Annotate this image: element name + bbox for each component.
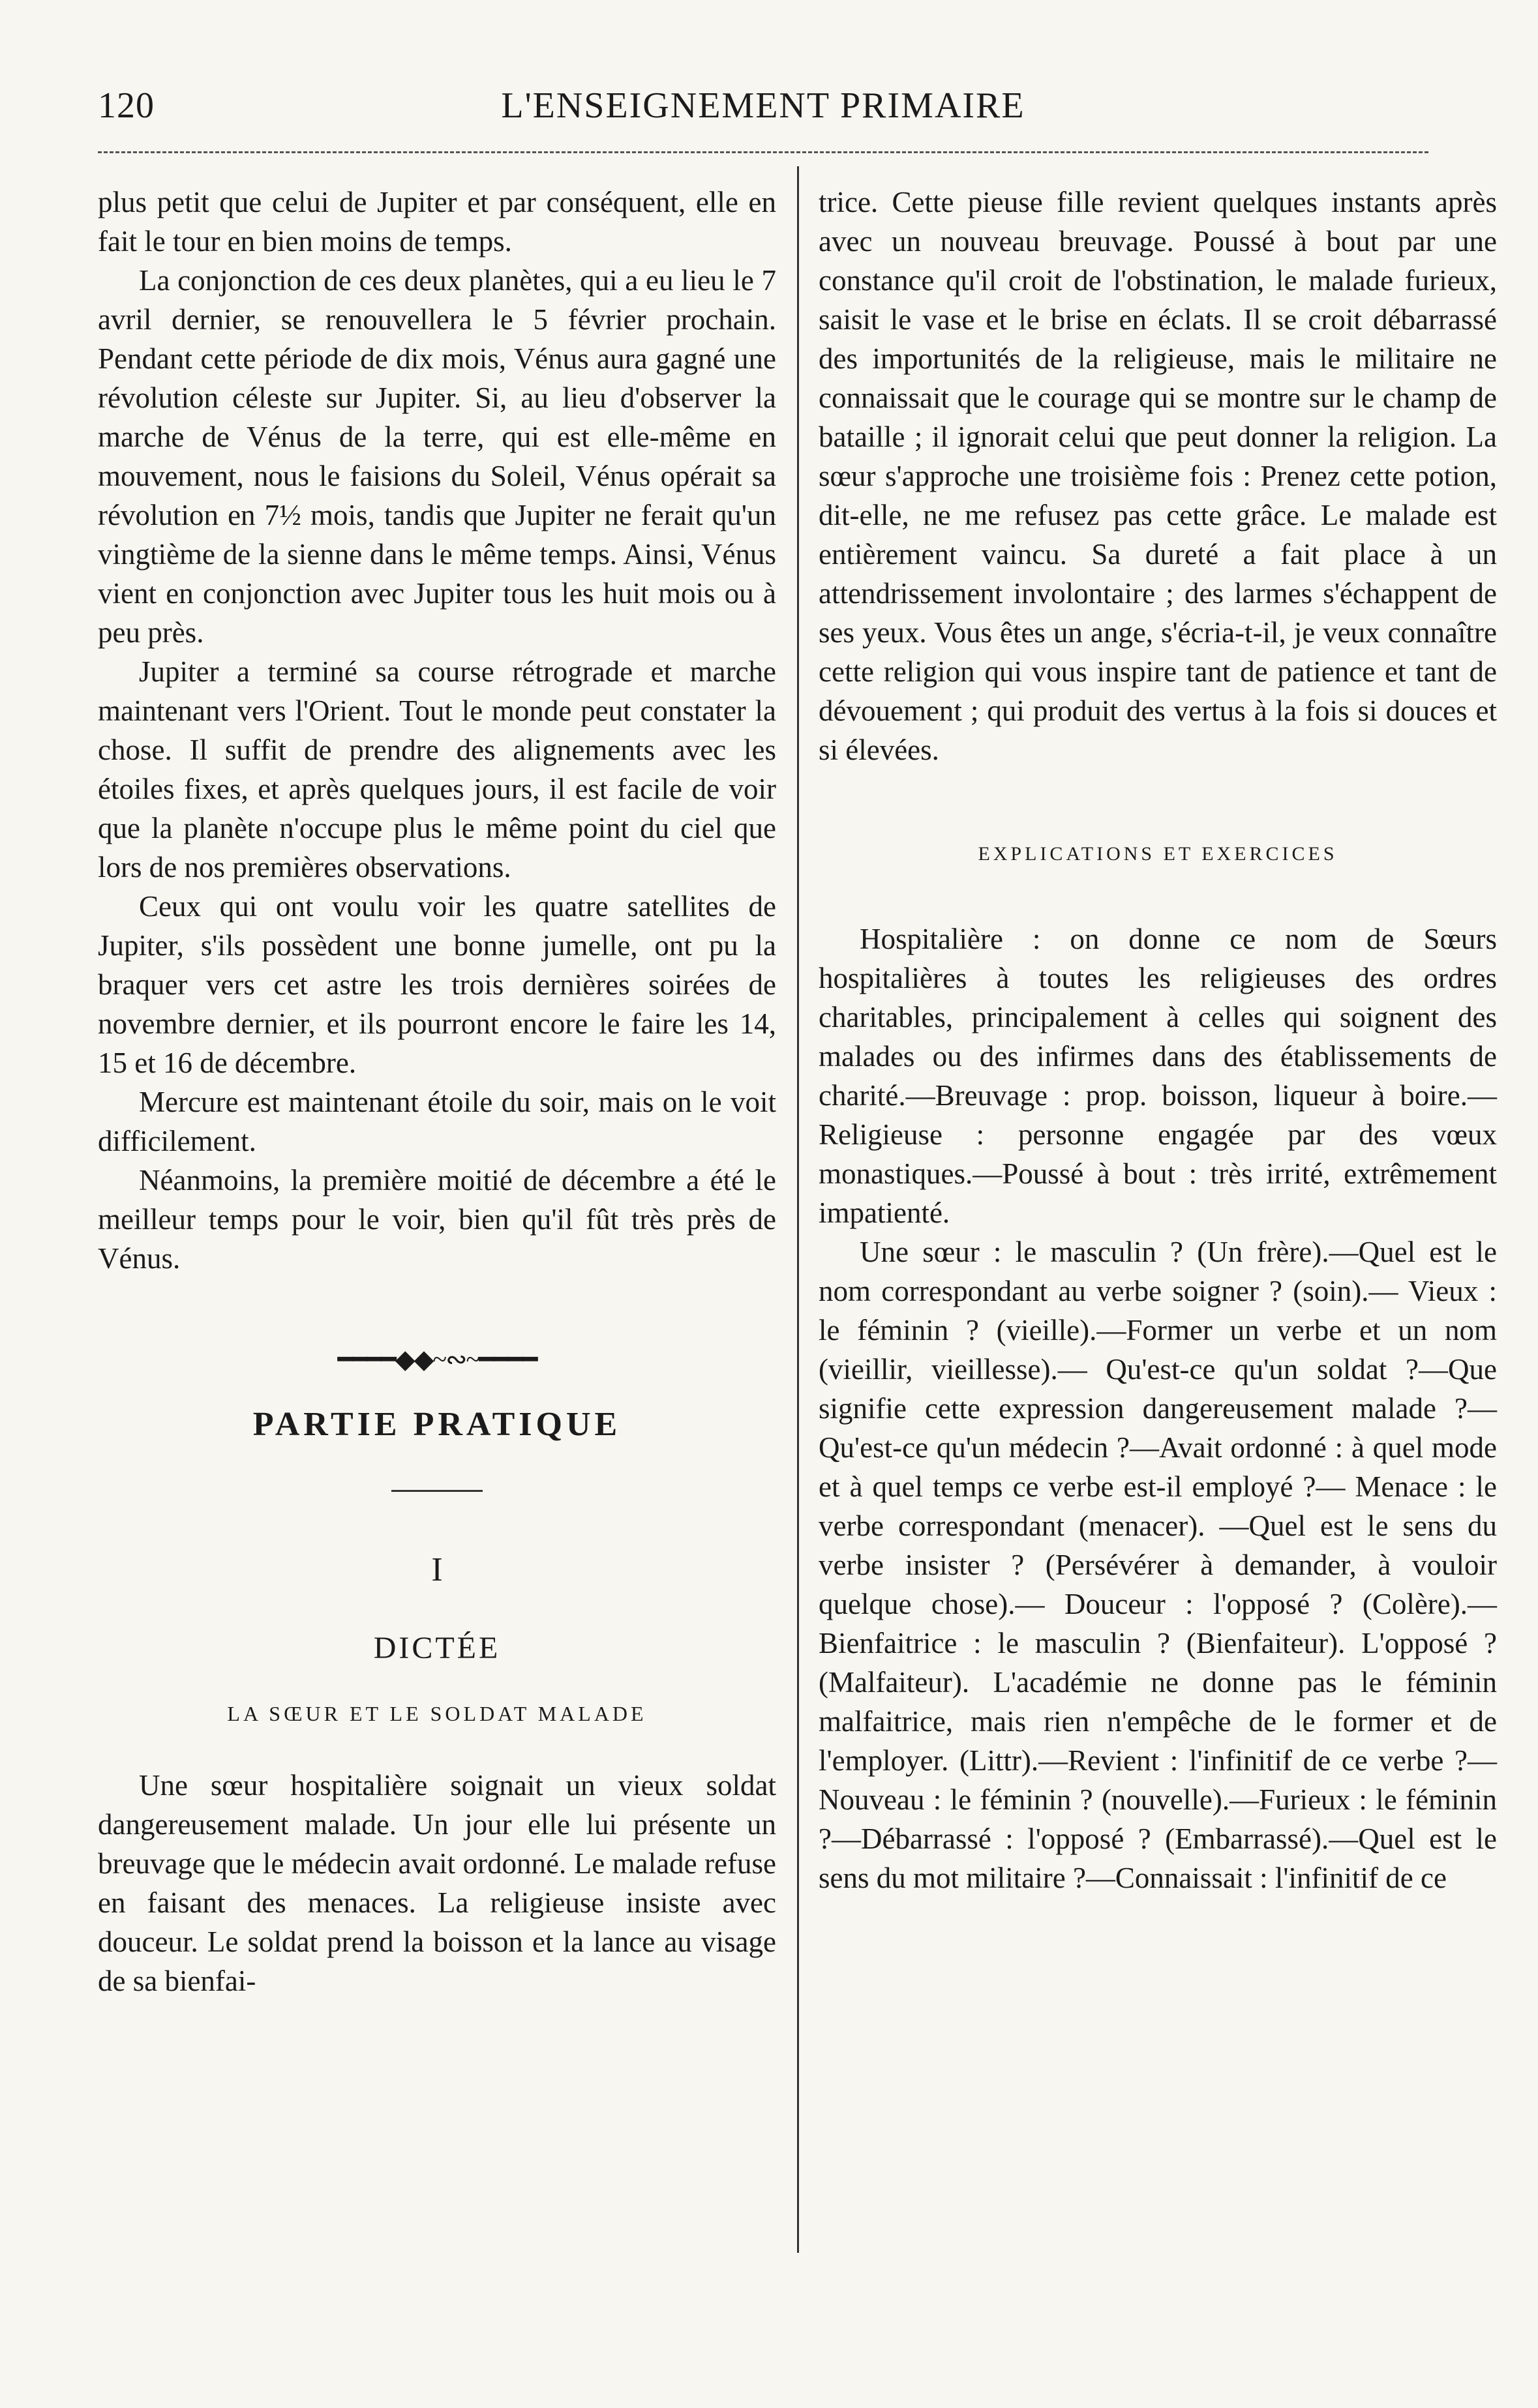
ornament-divider: ━━━━◆◆~∾~━━━━ [337, 1345, 537, 1374]
running-title: L'ENSEIGNEMENT PRIMAIRE [501, 85, 1025, 126]
header-rule [98, 151, 1428, 153]
page-number: 120 [98, 85, 155, 126]
paragraph: Une sœur : le masculin ? (Un frère).—Quel est le nom correspondant au verbe soigner ? (soin).— Vieux : le féminin ? (vieille).—Former un verbe et un nom (vieillir, vieillesse).— Qu'est-ce qu'un soldat ?—Que signifie cette expression dangereusement malade ?—Qu'est-ce qu'un médecin ?—Avait ordonné : à quel mode et à quel temps ce verbe est-il employé ?— Menace : le verbe correspondant (menacer). —Quel est le sens du verbe insister ? (Persévérer à demander, à vouloir quelque chose).— Douceur : l'opposé ? (Colère).—Bienfaitrice : le masculin ? (Bienfaiteur). L'opposé ? (Malfaiteur). L'académie ne donne pas le féminin malfaitrice, mais rien n'empêche de le former et de l'employer. (Littr).—Revient : l'infinitif de ce verbe ?—Nouveau : le féminin ? (nouvelle).—Furieux : le féminin ?—Débarrassé : l'opposé ? (Embarrassé).—Quel est le sens du mot militaire ?—Connaissait : l'infinitif de ce [819, 1236, 1497, 1894]
column-divider [797, 166, 799, 2253]
paragraph: Hospitalière : on donne ce nom de Sœurs hospitalières à toutes les religieuses des ordres charitables, principalement à celles qui soignent des malades ou des infirmes dans des établissements de charité.—Breuvage : prop. boisson, liqueur à boire.—Religieuse : personne engagée par des vœux monastiques.—Poussé à bout : très irrité, extrêmement impatienté. [819, 923, 1497, 1229]
paragraph: plus petit que celui de Jupiter et par conséquent, elle en fait le tour en bien moins de temps. [98, 186, 776, 258]
paragraph: La conjonction de ces deux planètes, qui a eu lieu le 7 avril dernier, se renouvellera le 5 février prochain. Pendant cette période de dix mois, Vénus aura gagné une révolution céleste sur Jupiter. Si, au lieu d'observer la marche de Vénus de la terre, qui est elle-même en mouvement, nous le faisions du Soleil, Vénus opérait sa révolution en 7½ mois, tandis que Jupiter ne ferait qu'un vingtième de la sienne dans le même temps. Ainsi, Vénus vient en conjonction avec Jupiter tous les huit mois ou à peu près. [98, 264, 776, 649]
paragraph: Mercure est maintenant étoile du soir, mais on le voit difficilement. [98, 1086, 776, 1157]
explanations-heading: EXPLICATIONS ET EXERCICES [978, 843, 1338, 865]
paragraph: Une sœur hospitalière soignait un vieux soldat dangereusement malade. Un jour elle lui présente un breuvage que le médecin avait ordonné. Le malade refuse en faisant des menaces. La religieuse insiste avec douceur. Le soldat prend la boisson et la lance au visage de sa bienfai- [98, 1769, 776, 1997]
paragraph: Ceux qui ont voulu voir les quatre satellites de Jupiter, s'ils possèdent une bonne jumelle, ont pu la braquer vers cet astre les trois dernières soirées de novembre dernier, et ils pourront encore le faire les 14, 15 et 16 de décembre. [98, 890, 776, 1079]
paragraph: Jupiter a terminé sa course rétrograde et marche maintenant vers l'Orient. Tout le monde peut constater la chose. Il suffit de prendre des alignements avec les étoiles fixes, et après quelques jours, il est facile de voir que la planète n'occupe plus le même point du ciel que lors de nos premières observations. [98, 655, 776, 884]
section-numeral: I [431, 1551, 443, 1588]
dictee-heading: DICTÉE [373, 1631, 501, 1665]
section-title: PARTIE PRATIQUE [252, 1406, 622, 1443]
short-rule [391, 1490, 483, 1492]
paragraph: Néanmoins, la première moitié de décembre a été le meilleur temps pour le voir, bien qu'il fût très près de Vénus. [98, 1164, 776, 1275]
dictee-subtitle: LA SŒUR ET LE SOLDAT MALADE [227, 1702, 647, 1725]
paragraph: trice. Cette pieuse fille revient quelques instants après avec un nouveau breuvage. Poussé à bout par une constance qu'il croit de l'obstination, le malade furieux, saisit le vase et le brise en éclats. Il se croit débarrassé des importunités de la religieuse, mais le militaire ne connaissait que le courage qui se montre sur le champ de bataille ; il ignorait celui que peut donner la religion. La sœur s'approche une troisième fois : Prenez cette potion, dit-elle, ne me refusez pas cette grâce. Le malade est entièrement vaincu. Sa dureté a fait place à un attendrissement involontaire ; des larmes s'échappent de ses yeux. Vous êtes un ange, s'écria-t-il, je veux connaître cette religion qui vous inspire tant de patience et tant de dévouement ; qui produit des vertus à la fois si douces et si élevées. [819, 186, 1497, 766]
page-header [98, 85, 1428, 150]
right-column [819, 183, 1497, 1897]
left-column [98, 183, 776, 2000]
